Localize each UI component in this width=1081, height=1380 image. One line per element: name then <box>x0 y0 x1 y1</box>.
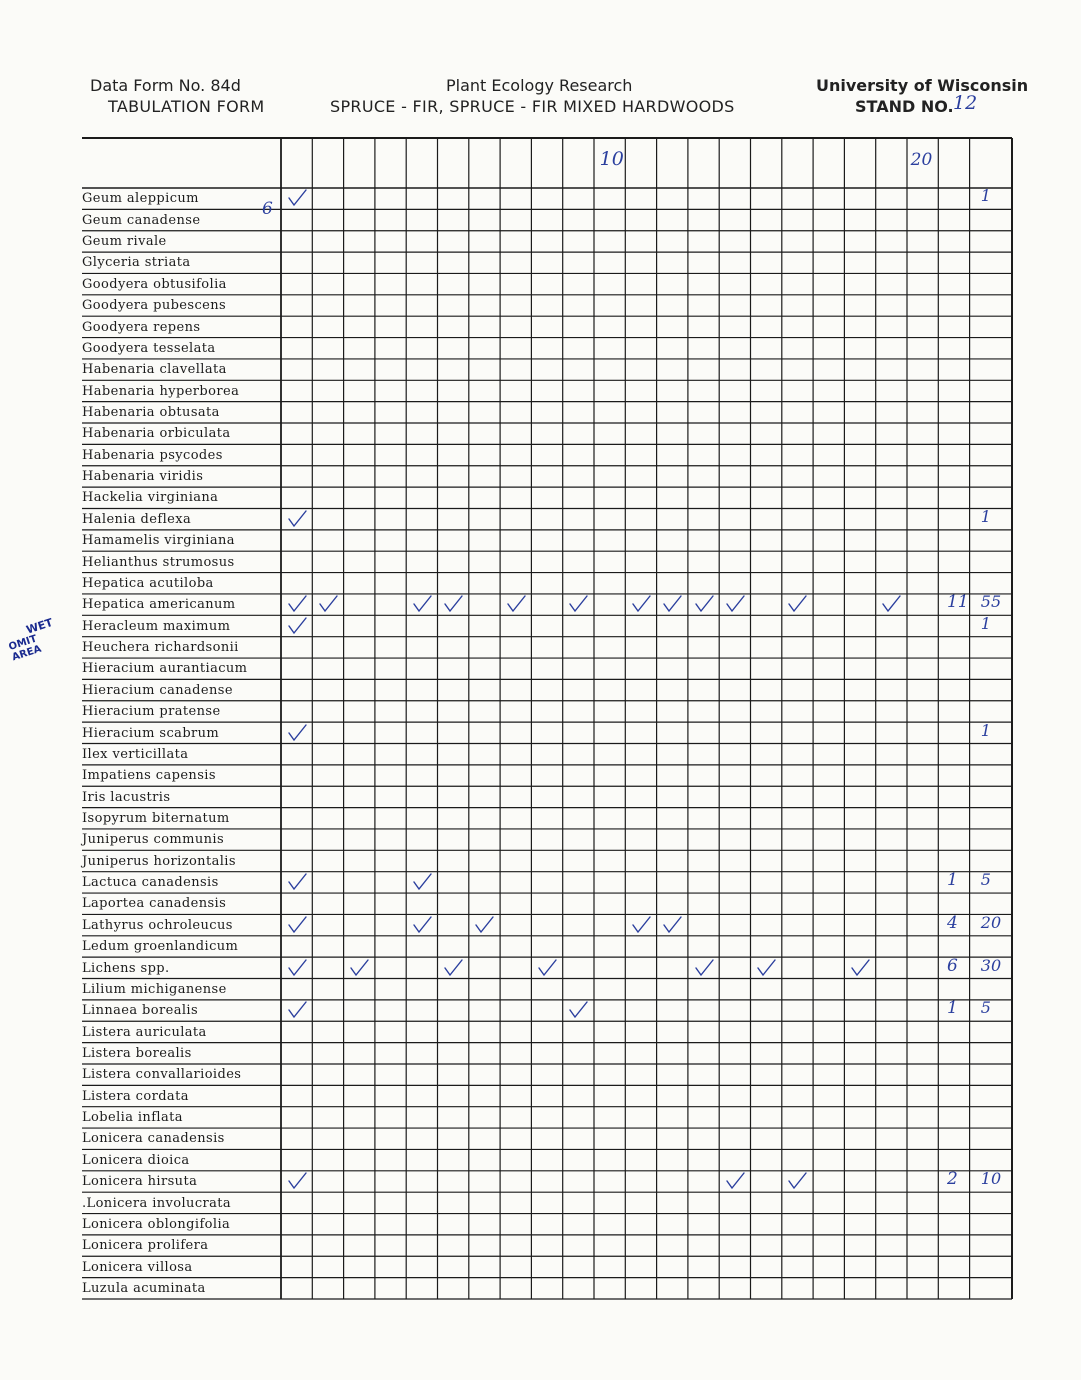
check-icon <box>786 595 808 613</box>
total-count: 1 <box>980 506 991 526</box>
check-icon <box>536 959 558 977</box>
species-label: Iris lacustris <box>82 789 171 805</box>
check-icon <box>317 595 339 613</box>
species-label: Lonicera villosa <box>82 1259 193 1275</box>
species-label: Geum canadense <box>82 212 201 228</box>
check-icon <box>411 595 433 613</box>
check-icon <box>693 595 715 613</box>
check-icon <box>348 959 370 977</box>
species-label: Lonicera dioica <box>82 1152 190 1168</box>
species-label: Lonicera hirsuta <box>82 1174 198 1190</box>
species-label: Linnaea borealis <box>82 1003 199 1019</box>
frequency-count: 1 <box>946 870 958 891</box>
species-label: Halenia deflexa <box>82 511 192 527</box>
margin-note <box>4 613 73 664</box>
species-label: Hieracium aurantiacum <box>82 661 248 677</box>
species-label: Ilex verticillata <box>82 746 189 762</box>
species-label: Lonicera oblongifolia <box>82 1216 231 1232</box>
species-label: Hamamelis virginiana <box>82 533 235 549</box>
form-number: Data Form No. 84d <box>90 76 241 95</box>
check-icon <box>661 595 683 613</box>
species-label: Lonicera canadensis <box>82 1131 225 1147</box>
check-icon <box>630 595 652 613</box>
check-icon <box>286 724 308 742</box>
species-label: Lactuca canadensis <box>82 875 219 891</box>
species-label: Goodyera repens <box>82 319 201 335</box>
margin-note-line1: WET <box>24 615 55 637</box>
column-10-mark: 10 <box>599 148 624 170</box>
check-icon <box>286 873 308 891</box>
check-icon <box>849 959 871 977</box>
check-icon <box>286 1172 308 1190</box>
species-label: Habenaria orbiculata <box>82 426 231 442</box>
check-icon <box>567 595 589 613</box>
check-icon <box>442 595 464 613</box>
species-label: Goodyera pubescens <box>82 298 227 314</box>
check-icon <box>661 916 683 934</box>
stand-label: STAND NO. <box>855 97 954 116</box>
check-icon <box>286 617 308 635</box>
species-label: Luzula acuminata <box>82 1281 206 1296</box>
check-icon <box>286 1001 308 1019</box>
total-count: 5 <box>980 870 991 890</box>
species-label: Juniperus communis <box>82 832 225 848</box>
check-icon <box>473 916 495 934</box>
total-count: 10 <box>980 1169 1002 1189</box>
species-label: Hieracium pratense <box>82 704 221 720</box>
species-label: Listera convallarioides <box>82 1067 242 1083</box>
check-icon <box>411 873 433 891</box>
check-icon <box>630 916 652 934</box>
species-label: Habenaria clavellata <box>82 362 227 378</box>
check-icon <box>286 595 308 613</box>
species-label: Habenaria obtusata <box>82 405 220 421</box>
frequency-count: 4 <box>946 912 958 933</box>
frequency-count: 1 <box>946 998 958 1019</box>
species-label: Listera cordata <box>82 1088 189 1104</box>
species-label: Listera auriculata <box>82 1024 207 1040</box>
total-count: 1 <box>980 186 991 206</box>
check-icon <box>724 595 746 613</box>
species-label: Hepatica americanum <box>82 597 236 613</box>
species-label: Helianthus strumosus <box>82 554 235 570</box>
check-icon <box>755 959 777 977</box>
row-annotation: 6 <box>262 199 273 220</box>
total-count: 1 <box>980 613 991 633</box>
species-label: Ledum groenlandicum <box>82 939 239 955</box>
check-icon <box>786 1172 808 1190</box>
species-label: Lathyrus ochroleucus <box>82 917 233 933</box>
frequency-count: 11 <box>946 592 969 613</box>
species-label: Glyceria striata <box>82 255 191 271</box>
species-label: Goodyera obtusifolia <box>82 276 227 292</box>
species-label: Impatiens capensis <box>82 768 216 784</box>
frequency-count: 2 <box>946 1169 958 1190</box>
species-label: Lonicera prolifera <box>82 1238 209 1254</box>
species-label: Lobelia inflata <box>82 1110 183 1126</box>
check-icon <box>286 510 308 528</box>
species-label: Juniperus horizontalis <box>82 853 236 869</box>
check-icon <box>286 189 308 207</box>
frequency-count: 6 <box>946 955 958 976</box>
check-icon <box>442 959 464 977</box>
margin-note-line2: OMIT AREA <box>7 633 43 664</box>
species-label: Hepatica acutiloba <box>82 575 214 591</box>
column-20-mark: 20 <box>910 150 933 170</box>
species-label: Geum rivale <box>82 234 167 250</box>
species-label: Hieracium scabrum <box>82 725 220 741</box>
species-label: Hieracium canadense <box>82 682 233 698</box>
species-label: .Lonicera involucrata <box>82 1195 232 1211</box>
species-label: Laportea canadensis <box>82 896 227 912</box>
form-name: TABULATION FORM <box>108 97 265 116</box>
species-label: Habenaria hyperborea <box>82 383 240 399</box>
university: University of Wisconsin <box>816 76 1029 95</box>
check-icon <box>693 959 715 977</box>
check-icon <box>724 1172 746 1190</box>
check-icon <box>567 1001 589 1019</box>
species-label: Lilium michiganense <box>82 981 227 997</box>
check-icon <box>411 916 433 934</box>
check-icon <box>880 595 902 613</box>
species-label: Listera borealis <box>82 1045 192 1061</box>
species-label: Heuchera richardsonii <box>82 640 239 656</box>
species-label: Habenaria viridis <box>82 469 204 485</box>
total-count: 20 <box>980 912 1002 932</box>
organization: Plant Ecology Research <box>446 76 633 95</box>
check-icon <box>286 959 308 977</box>
species-label: Geum aleppicum <box>82 191 199 207</box>
check-icon <box>505 595 527 613</box>
species-label: Habenaria psycodes <box>82 447 223 463</box>
total-count: 30 <box>980 955 1002 975</box>
species-label: Heracleum maximum <box>82 618 231 634</box>
species-label: Isopyrum biternatum <box>82 810 230 826</box>
total-count: 5 <box>980 998 991 1018</box>
species-label: Goodyera tesselata <box>82 340 216 356</box>
total-count: 1 <box>980 720 991 740</box>
species-label: Hackelia virginiana <box>82 490 219 506</box>
species-label: Lichens spp. <box>82 960 170 976</box>
forest-type: SPRUCE - FIR, SPRUCE - FIR MIXED HARDWOODS <box>330 97 735 116</box>
check-icon <box>286 916 308 934</box>
total-count: 55 <box>980 592 1002 612</box>
stand-number: 12 <box>953 92 978 114</box>
